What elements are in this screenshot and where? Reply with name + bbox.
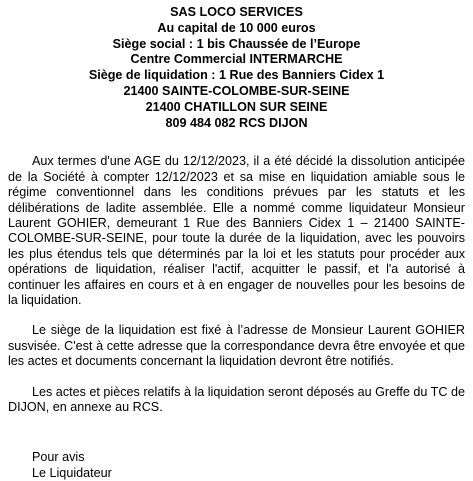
filing-paragraph: Les actes et pièces relatifs à la liquidation seront déposés au Greffe du TC de DIJON, en annexe au RCS. [8, 384, 465, 415]
signature-line-pour-avis: Pour avis [32, 450, 85, 465]
liquidation-office: Siège de liquidation : 1 Rue des Banniers Cidex 1 [88, 68, 385, 83]
rcs-number: 809 484 082 RCS DIJON [165, 115, 308, 130]
share-capital: Au capital de 10 000 euros [157, 20, 316, 35]
signature-block [8, 450, 465, 481]
registered-office: Siège social : 1 bis Chaussée de l’Europe [112, 36, 361, 51]
registered-office-city: 21400 CHATILLON SUR SEINE [145, 99, 328, 114]
dissolution-paragraph: Aux termes d'une AGE du 12/12/2023, il a été décidé la dissolution anticipée de la Société à compter 12/12/2023 et sa mise en liquidation amiable sous le régime conventionnel dans les conditions prévues par les statuts et les délibérations de ladite assemblée. Elle a nommé comme liquidateur Monsieur Laurent GOHIER, demeurant 1 Rue des Banniers Cidex 1 – 21400 SAINTE-COLOMBE-SUR-SEINE, pour toute la durée de la liquidation, avec les pouvoirs les plus étendus tels que déterminés par la loi et les statuts pour procéder aux opérations de liquidation, réaliser l'actif, acquitter le passif, et l'a autorisé à continuer les affaires en cours et à en engager de nouvelles pour les besoins de la liquidation. [8, 154, 465, 308]
signature-line-liquidator: Le Liquidateur [32, 465, 112, 480]
liquidation-office-city: 21400 SAINTE-COLOMBE-SUR-SEINE [123, 83, 350, 98]
liquidation-seat-paragraph: Le siège de la liquidation est fixé à l’adresse de Monsieur Laurent GOHIER susvisée. C'est à cette adresse que la correspondance devra être envoyée et que les actes et documents concernant la liquidation devront être notifiés. [8, 323, 465, 369]
company-header [8, 5, 465, 131]
company-name: SAS LOCO SERVICES [170, 5, 303, 19]
shopping-center: Centre Commercial INTERMARCHE [130, 52, 343, 67]
